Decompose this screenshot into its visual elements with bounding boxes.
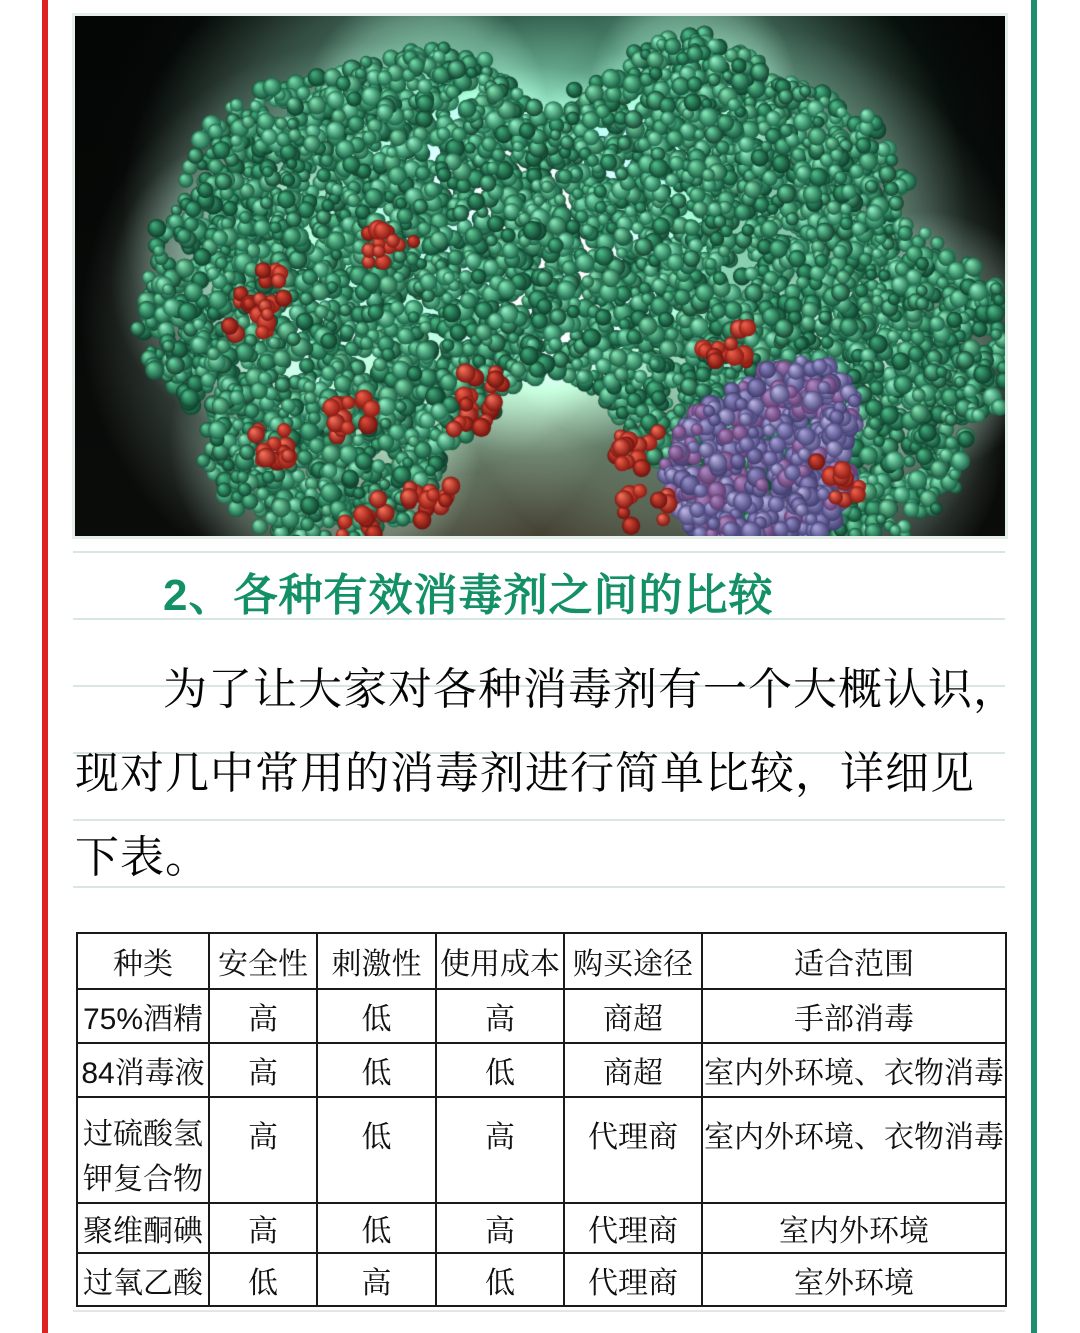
table-cell: 高	[436, 1203, 564, 1253]
table-cell: 手部消毒	[702, 989, 1006, 1043]
table-cell: 高	[209, 989, 317, 1043]
right-accent-bar	[1031, 0, 1037, 1333]
section-heading: 2、各种有效消毒剂之间的比较	[163, 571, 774, 620]
molecule-image	[75, 16, 1005, 536]
table-cell: 低	[317, 1203, 436, 1253]
table-row	[77, 989, 1006, 1043]
table-cell: 高	[436, 1097, 564, 1203]
table-header-cell: 刺激性	[317, 933, 436, 989]
table-cell: 室外环境	[702, 1253, 1006, 1306]
table-cell: 代理商	[564, 1203, 702, 1253]
table-cell: 低	[317, 1097, 436, 1203]
table-cell: 代理商	[564, 1253, 702, 1306]
table-cell: 高	[436, 989, 564, 1043]
table-cell	[77, 1097, 209, 1203]
table-cell-line: 钾复合物	[83, 1163, 203, 1196]
molecule-figure	[72, 13, 1008, 539]
table-cell: 低	[209, 1253, 317, 1306]
table-row	[77, 1097, 1006, 1203]
table-cell: 低	[436, 1043, 564, 1097]
table-header-cell: 安全性	[209, 933, 317, 989]
table-cell: 商超	[564, 989, 702, 1043]
table-cell: 商超	[564, 1043, 702, 1097]
table-cell: 高	[209, 1097, 317, 1203]
comparison-table-wrap	[76, 932, 1007, 1307]
paragraph-line: 现对几中常用的消毒剂进行简单比较，详细见	[75, 749, 975, 798]
table-header-row	[77, 933, 1006, 989]
ruled-line	[73, 1310, 1005, 1312]
table-cell: 高	[209, 1043, 317, 1097]
table-header-cell: 使用成本	[436, 933, 564, 989]
left-accent-bar	[42, 0, 48, 1333]
table-cell: 84消毒液	[77, 1043, 209, 1097]
table-cell: 高	[317, 1253, 436, 1306]
table-cell: 室内外环境、衣物消毒	[702, 1097, 1006, 1203]
table-header-cell: 适合范围	[702, 933, 1006, 989]
table-cell: 低	[436, 1253, 564, 1306]
table-cell: 低	[317, 989, 436, 1043]
table-cell: 室内外环境	[702, 1203, 1006, 1253]
table-row	[77, 1043, 1006, 1097]
table-row	[77, 1253, 1006, 1306]
table-row	[77, 1203, 1006, 1253]
table-cell: 低	[317, 1043, 436, 1097]
table-cell: 高	[209, 1203, 317, 1253]
comparison-table	[76, 932, 1007, 1307]
table-cell: 室内外环境、衣物消毒	[702, 1043, 1006, 1097]
paragraph-line: 下表。	[75, 833, 210, 882]
paragraph-line: 为了让大家对各种消毒剂有一个大概认识，	[163, 665, 1018, 714]
table-header-cell: 购买途径	[564, 933, 702, 989]
body-paragraph	[75, 648, 1018, 900]
table-cell: 聚维酮碘	[77, 1203, 209, 1253]
ruled-line	[73, 551, 1005, 553]
table-header-cell: 种类	[77, 933, 209, 989]
table-cell: 过氧乙酸	[77, 1253, 209, 1306]
table-cell: 75%酒精	[77, 989, 209, 1043]
table-cell: 代理商	[564, 1097, 702, 1203]
table-cell-line: 过硫酸氢	[83, 1118, 203, 1151]
